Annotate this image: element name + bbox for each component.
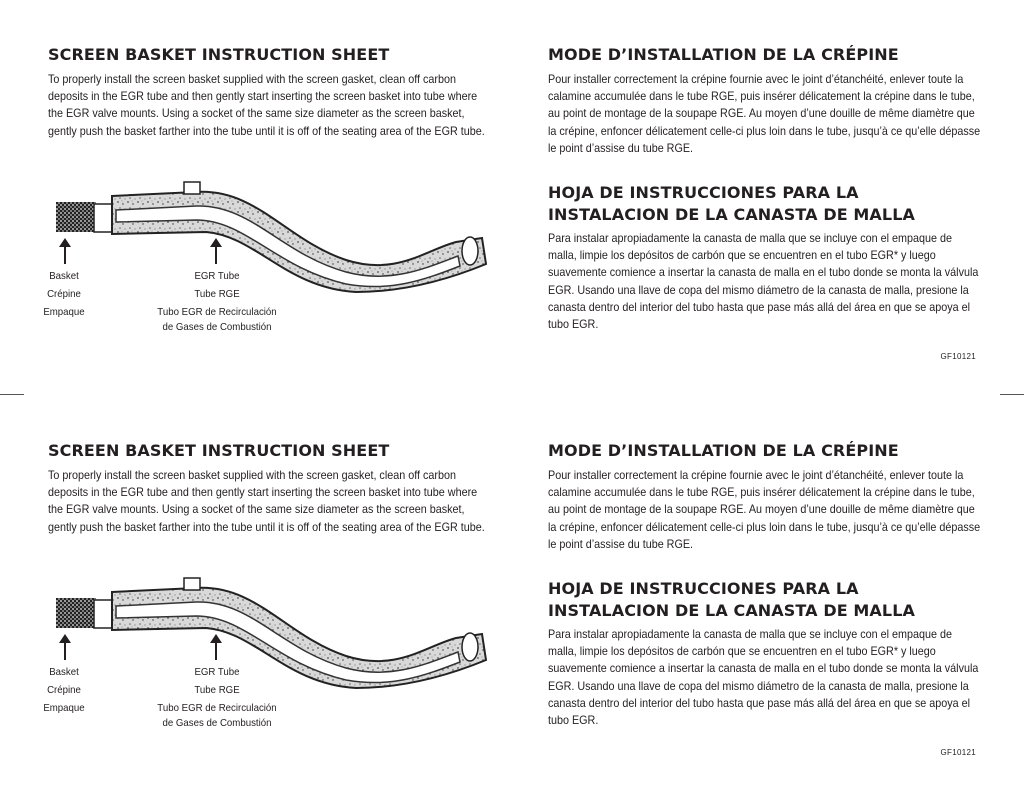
- basket-pointer-arrow-icon: [58, 238, 72, 264]
- basket-pointer-arrow-icon: [58, 634, 72, 660]
- tube-end: [462, 237, 478, 265]
- english-body: To properly install the screen basket supplied with the screen gasket, clean off carbon deposits in the EGR tube and then gently start inserting the screen basket into tube where the EGR valve mounts. Using a socket of the same size diameter as the screen basket, gently push the basket farther into the tube until it is off of the seating area of the EGR tube.: [48, 73, 485, 138]
- basket-label-en: Basket: [49, 666, 79, 678]
- french-body: Pour installer correctement la crépine fournie avec le joint d’étanchéité, enlever toute la calamine accumulée dans le tube RGE, puis insérer délicatement la crépine dans le tube, au point de montage de la soupape RGE. Au moyen d’une douille de même diamètre que la crépine, enfoncer délicatement celle-ci plus loin dans le tube, jusqu’à ce qu’elle dépasse le point d’assise du tube RGE.: [548, 73, 981, 155]
- instruction-sheet-top: [0, 0, 1024, 395]
- french-title: MODE D’INSTALLATION DE LA CRÉPINE: [548, 441, 899, 460]
- document-code: GF10121: [940, 352, 976, 361]
- english-section: [48, 44, 488, 140]
- tube-label-es-2: de Gases de Combustión: [162, 321, 272, 333]
- basket-label-fr: Crépine: [47, 684, 81, 696]
- tube-pointer-arrow-icon: [209, 634, 223, 660]
- document-code: GF10121: [940, 748, 976, 757]
- english-title: SCREEN BASKET INSTRUCTION SHEET: [48, 441, 390, 460]
- french-section: [548, 44, 980, 157]
- spanish-section: [548, 578, 980, 729]
- french-title: MODE D’INSTALLATION DE LA CRÉPINE: [548, 45, 899, 64]
- valve-mount: [184, 578, 200, 590]
- spanish-title-line2: INSTALACION DE LA CANASTA DE MALLA: [548, 601, 915, 620]
- basket-label-group: [36, 267, 91, 321]
- basket-label-fr: Crépine: [47, 288, 81, 300]
- basket-label-en: Basket: [49, 270, 79, 282]
- spanish-title-line1: HOJA DE INSTRUCCIONES PARA LA: [548, 579, 859, 598]
- tube-label-en: EGR Tube: [194, 666, 240, 678]
- valve-mount: [184, 182, 200, 194]
- tube-label-es-2: de Gases de Combustión: [162, 717, 272, 729]
- instruction-sheet-bottom: [0, 396, 1024, 791]
- tube-label-es-1: Tubo EGR de Recirculación: [157, 702, 277, 714]
- english-section: [48, 440, 488, 536]
- english-title: SCREEN BASKET INSTRUCTION SHEET: [48, 45, 390, 64]
- basket-label-group: [36, 663, 91, 717]
- spanish-body: Para instalar apropiadamente la canasta de malla que se incluye con el empaque de malla, limpie los depósitos de carbón que se encuentren en el tubo EGR* y luego suavemente comience a insertar la canasta de malla en el tubo donde se monta la válvula EGR. Usando una llave de copa del mismo diámetro de la canasta de malla, presione la canasta dentro del interior del tubo hasta que pase más allá del área en que se apoya el tubo EGR.: [548, 628, 979, 728]
- spanish-section: [548, 182, 980, 333]
- fold-mark-left: [0, 394, 24, 395]
- english-body: To properly install the screen basket supplied with the screen gasket, clean off carbon deposits in the EGR tube and then gently start inserting the screen basket into tube where the EGR valve mounts. Using a socket of the same size diameter as the screen basket, gently push the basket farther into the tube until it is off of the seating area of the EGR tube.: [48, 469, 485, 534]
- screen-basket-mesh: [56, 202, 96, 232]
- tube-end: [462, 633, 478, 661]
- spanish-title-line2: INSTALACION DE LA CANASTA DE MALLA: [548, 205, 915, 224]
- tube-label-es-1: Tubo EGR de Recirculación: [157, 306, 277, 318]
- tube-label-fr: Tube RGE: [194, 288, 240, 300]
- tube-label-fr: Tube RGE: [194, 684, 240, 696]
- tube-label-en: EGR Tube: [194, 270, 240, 282]
- spanish-body: Para instalar apropiadamente la canasta de malla que se incluye con el empaque de malla, limpie los depósitos de carbón que se encuentren en el tubo EGR* y luego suavemente comience a insertar la canasta de malla en el tubo donde se monta la válvula EGR. Usando una llave de copa del mismo diámetro de la canasta de malla, presione la canasta dentro del interior del tubo hasta que pase más allá del área en que se apoya el tubo EGR.: [548, 232, 979, 332]
- french-body: Pour installer correctement la crépine fournie avec le joint d’étanchéité, enlever toute la calamine accumulée dans le tube RGE, puis insérer délicatement la crépine dans le tube, au point de montage de la soupape RGE. Au moyen d’une douille de même diamètre que la crépine, enfoncer délicatement celle-ci plus loin dans le tube, jusqu’à ce qu’elle dépasse le point d’assise du tube RGE.: [548, 469, 981, 551]
- french-section: [548, 440, 980, 553]
- basket-label-es: Empaque: [43, 702, 85, 714]
- spanish-title-line1: HOJA DE INSTRUCCIONES PARA LA: [548, 183, 859, 202]
- fold-mark-right: [1000, 394, 1024, 395]
- tube-pointer-arrow-icon: [209, 238, 223, 264]
- basket-label-es: Empaque: [43, 306, 85, 318]
- tube-label-group: [148, 663, 286, 731]
- tube-label-group: [148, 267, 286, 335]
- screen-basket-mesh: [56, 598, 96, 628]
